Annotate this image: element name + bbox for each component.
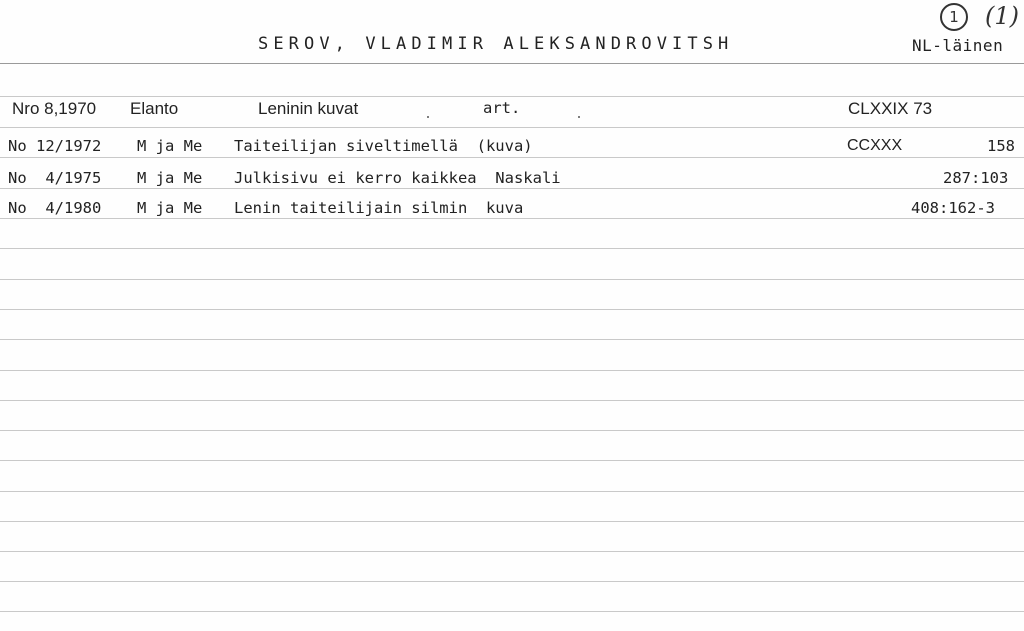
row-4-issue: No 4/1980 [8, 199, 102, 217]
row-4-title: Lenin taiteilijain silmin kuva [234, 199, 524, 217]
rule-line [0, 611, 1024, 612]
row-2-magazine: M ja Me [137, 137, 203, 155]
circled-number-mark: 1 [940, 3, 968, 31]
rule-line [0, 127, 1024, 128]
rule-line [0, 309, 1024, 310]
row-2-issue: No 12/1972 [8, 137, 102, 155]
row-1-ref: CLXXIX 73 [848, 99, 933, 118]
rule-line [0, 581, 1024, 582]
row-1-issue: Nro 8,1970 [12, 99, 97, 118]
rule-line [0, 491, 1024, 492]
row-3-issue: No 4/1975 [8, 169, 102, 187]
row-1-type: art. [483, 99, 521, 117]
row-1-title: Leninin kuvat [258, 99, 359, 118]
rule-line [0, 279, 1024, 280]
rule-line [0, 188, 1024, 189]
rule-line [0, 551, 1024, 552]
nationality-label: NL-läinen [912, 36, 1004, 55]
rule-line [0, 96, 1024, 97]
rule-line [0, 248, 1024, 249]
header-rule [0, 63, 1024, 64]
row-4-page: 408:162-3 [911, 199, 995, 217]
row-2-ref: CCXXX [847, 137, 903, 154]
rule-line [0, 521, 1024, 522]
ink-speck [427, 116, 429, 118]
ink-speck [578, 116, 580, 118]
rule-line [0, 157, 1024, 158]
row-3-page: 287:103 [943, 169, 1009, 187]
card-heading-name: SEROV, VLADIMIR ALEKSANDROVITSH [258, 34, 734, 54]
rule-line [0, 460, 1024, 461]
rule-line [0, 430, 1024, 431]
row-2-page: 158 [987, 137, 1015, 155]
parenthesized-number-mark: (1) [985, 2, 1019, 30]
rule-line [0, 339, 1024, 340]
rule-line [0, 400, 1024, 401]
row-2-title: Taiteilijan siveltimellä (kuva) [234, 137, 533, 155]
rule-line [0, 218, 1024, 219]
row-4-magazine: M ja Me [137, 199, 203, 217]
row-1-magazine: Elanto [130, 99, 179, 118]
row-3-title: Julkisivu ei kerro kaikkea Naskali [234, 169, 561, 187]
rule-line [0, 370, 1024, 371]
row-3-magazine: M ja Me [137, 169, 203, 187]
